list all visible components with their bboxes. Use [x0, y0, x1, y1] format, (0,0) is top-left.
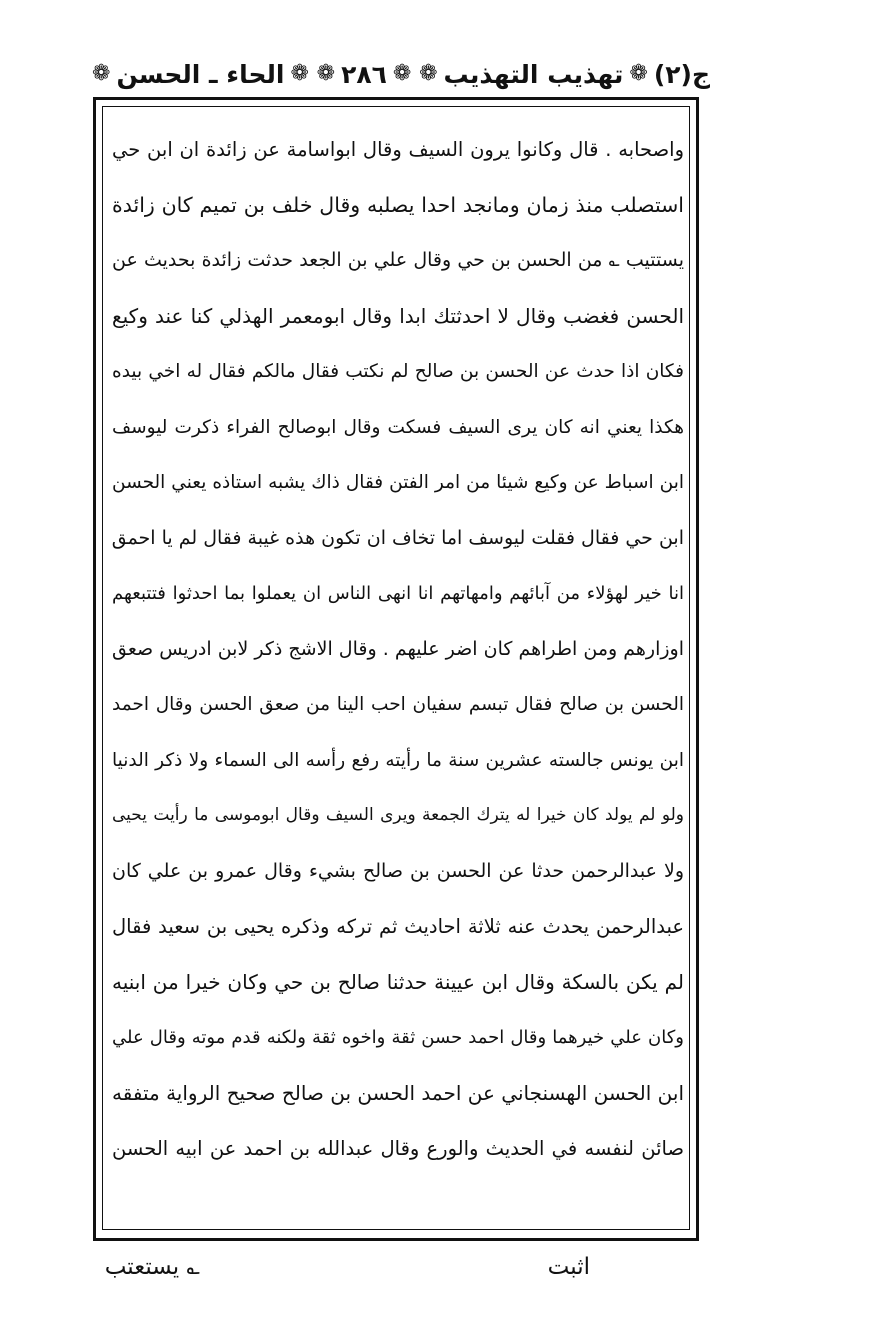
flower-ornament-icon: ❁ [290, 61, 309, 86]
text-line: يستتيب ؎ من الحسن بن حي وقال علي بن الجعد حدثت زائدة بحديث عن [112, 249, 684, 271]
text-line: هكذا يعني انه كان يرى السيف فسكت وقال ابوصالح الفراء ذكرت ليوسف [112, 416, 684, 438]
text-line: واصحابه . قال وكانوا يرون السيف وقال ابواسامة عن زائدة ان ابن حي [112, 138, 684, 161]
header-page-number [317, 60, 412, 89]
text-line: عبدالرحمن يحدث عنه ثلاثة احاديث ثم تركه وذكره يحيى بن سعيد فقال [112, 915, 684, 938]
text-line: اوزارهم ومن اطراهم كان اضر عليهم . وقال الاشج ذكر لابن ادريس صعق [112, 637, 684, 660]
text-line: الحسن فغضب وقال لا احدثتك ابدا وقال ابومعمر الهذلي كنا عند وكيع [112, 303, 684, 328]
text-line: ابن يونس جالسته عشرين سنة ما رأيته رفع رأسه الى السماء ولا ذكر الدنيا [112, 749, 684, 771]
page-number: ٢٨٦ [341, 59, 387, 89]
volume-label: ج(٢) [653, 59, 710, 89]
text-line: ابن حي فقال فقلت ليوسف اما تخاف ان تكون هذه غيبة فقال لم يا احمق [112, 526, 684, 549]
flower-ornament-icon: ❁ [629, 61, 648, 86]
text-line: ابن الحسن الهسنجاني عن احمد الحسن بن صالح صحيح الرواية متفقه [112, 1080, 684, 1105]
header-volume-title [419, 60, 710, 89]
main-text [112, 122, 684, 1177]
text-line: ولو لم يولد كان خيرا له يترك الجمعة ويرى السيف وقال ابوموسى ما رأيت يحيى [112, 805, 684, 825]
page-header [92, 52, 710, 96]
catchword: اثبت [547, 1254, 590, 1280]
text-line: لم يكن بالسكة وقال ابن عيينة حدثنا صالح بن حي وكان خيرا من ابنيه [112, 969, 684, 994]
text-line: ابن اسباط عن وكيع شيئا من امر الفتن فقال ذاك يشبه استاذه يعني الحسن [112, 472, 684, 493]
book-title: تهذيب التهذيب [443, 59, 624, 89]
flower-ornament-icon: ❁ [316, 61, 336, 86]
flower-ornament-icon: ❁ [92, 61, 111, 86]
page-footer [104, 1254, 590, 1294]
flower-ornament-icon: ❁ [419, 61, 438, 86]
text-line: فكان اذا حدث عن الحسن بن صالح لم نكتب فقال مالكم فقال له اخي بيده [112, 361, 684, 382]
footnote-catchword: ؎ يستعتب [104, 1254, 200, 1280]
text-line: استصلب منذ زمان ومانجد احدا يصلبه وقال خلف بن تميم كان زائدة [112, 192, 684, 217]
chapter-title: الحاء ـ الحسن [116, 59, 285, 89]
text-line: وكان علي خيرهما وقال احمد حسن ثقة واخوه ثقة ولكنه قدم موته وقال علي [112, 1027, 684, 1048]
text-line: ولا عبدالرحمن حدثا عن الحسن بن صالح بشيء وقال عمرو بن علي كان [112, 859, 684, 882]
text-line: صائن لنفسه في الحديث والورع وقال عبدالله بن احمد عن ابيه الحسن [112, 1137, 684, 1160]
flower-ornament-icon: ❁ [392, 61, 412, 86]
text-line: الحسن بن صالح فقال تبسم سفيان احب الينا من صعق الحسن وقال احمد [112, 694, 684, 715]
text-line: انا خير لهؤلاء من آبائهم وامهاتهم انا انهى الناس ان يعملوا بما احدثوا فتتبعهم [112, 583, 684, 604]
header-chapter [92, 60, 309, 89]
